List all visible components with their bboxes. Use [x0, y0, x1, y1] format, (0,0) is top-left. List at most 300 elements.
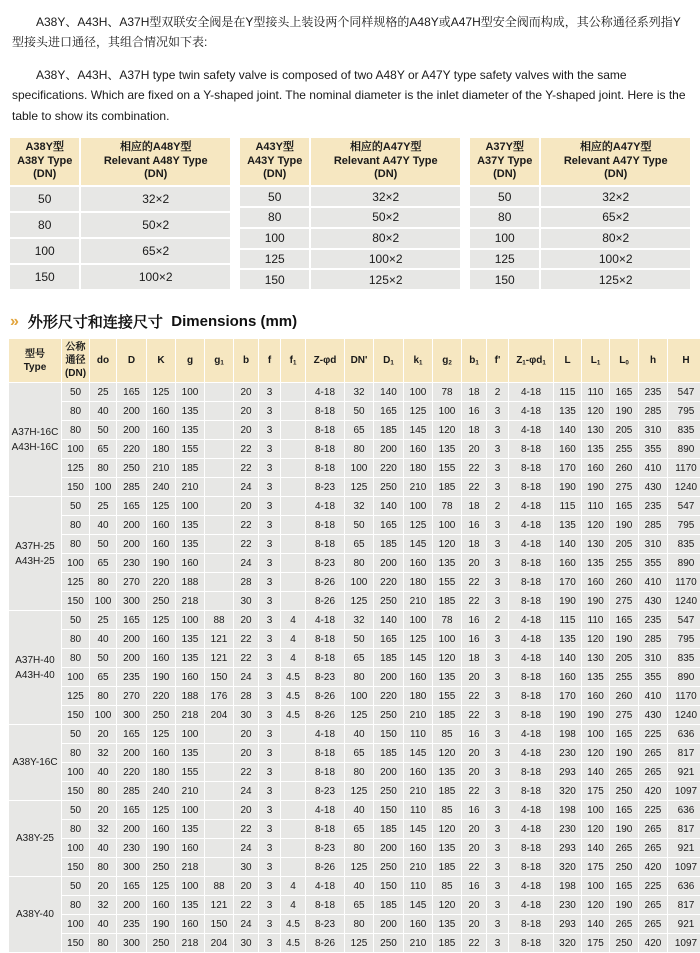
combo-data-row — [470, 208, 690, 227]
dim-data-row — [9, 421, 700, 439]
dim-header-cell: $b_1$ — [462, 339, 486, 382]
dim-cell: 88 — [205, 611, 233, 629]
dim-cell: 4-18 — [509, 725, 553, 743]
dim-cell: 921 — [668, 763, 700, 781]
dim-cell: 85 — [433, 801, 461, 819]
dim-cell — [205, 478, 233, 496]
dim-data-row — [9, 459, 700, 477]
dim-cell: 50 — [62, 725, 89, 743]
dim-cell: 115 — [554, 383, 581, 401]
dim-cell: 310 — [639, 649, 667, 667]
dim-data-row — [9, 877, 700, 895]
dim-cell — [281, 478, 305, 496]
dim-cell: 188 — [176, 687, 204, 705]
dim-cell: 1170 — [668, 687, 700, 705]
dim-cell: 285 — [117, 782, 146, 800]
dim-cell: 235 — [639, 497, 667, 515]
dim-cell: 835 — [668, 535, 700, 553]
dim-cell: 285 — [117, 478, 146, 496]
dim-cell: 250 — [117, 459, 146, 477]
dim-cell: 80 — [62, 516, 89, 534]
dim-cell: 50 — [90, 649, 116, 667]
dim-cell: 150 — [205, 668, 233, 686]
dim-data-row — [9, 839, 700, 857]
dim-cell: 275 — [610, 478, 638, 496]
dim-cell: 190 — [610, 896, 638, 914]
dim-data-row — [9, 763, 700, 781]
dim-cell: 22 — [462, 782, 486, 800]
dim-cell: 175 — [582, 934, 609, 952]
combo-dn-cell: 100 — [470, 229, 539, 248]
dim-cell: 165 — [374, 630, 403, 648]
dim-cell: 175 — [582, 782, 609, 800]
dim-cell: 3 — [487, 687, 508, 705]
dim-cell: 135 — [176, 421, 204, 439]
dim-cell: 24 — [234, 782, 258, 800]
dim-cell: 32 — [90, 896, 116, 914]
dim-cell: 165 — [610, 383, 638, 401]
dim-cell: 32 — [90, 820, 116, 838]
dim-cell: 100 — [582, 725, 609, 743]
dim-cell: 180 — [404, 573, 432, 591]
dim-cell: 135 — [433, 839, 461, 857]
dim-cell: 125 — [345, 782, 373, 800]
dim-cell: 135 — [176, 649, 204, 667]
dim-cell: 160 — [147, 649, 175, 667]
dim-cell: 121 — [205, 630, 233, 648]
dim-cell: 170 — [554, 687, 581, 705]
dim-cell: 8-18 — [509, 459, 553, 477]
dim-cell: 4-18 — [509, 535, 553, 553]
dim-cell: 355 — [639, 668, 667, 686]
dim-cell: 198 — [554, 877, 581, 895]
dim-cell: 32 — [90, 744, 116, 762]
dim-cell: 50 — [345, 402, 373, 420]
dim-cell: 16 — [462, 611, 486, 629]
dim-cell: 80 — [62, 896, 89, 914]
dim-cell: 165 — [610, 497, 638, 515]
combo-relevant-cell: 100×2 — [81, 265, 230, 289]
dim-cell: 3 — [487, 478, 508, 496]
dim-cell: 100 — [345, 573, 373, 591]
dim-cell: 8-23 — [306, 915, 344, 933]
dim-cell: 18 — [462, 535, 486, 553]
combo-dn-cell: 150 — [10, 265, 79, 289]
dim-cell: 8-23 — [306, 782, 344, 800]
dim-cell: 4-18 — [509, 421, 553, 439]
dim-cell: 18 — [462, 649, 486, 667]
dim-cell: 8-18 — [306, 440, 344, 458]
dim-cell: 3 — [259, 668, 280, 686]
dim-cell: 160 — [582, 687, 609, 705]
dim-cell: 40 — [90, 915, 116, 933]
dim-cell: 165 — [610, 611, 638, 629]
dim-cell: 30 — [234, 706, 258, 724]
dim-cell: 320 — [554, 934, 581, 952]
dim-cell: 636 — [668, 877, 700, 895]
dim-cell: 240 — [147, 782, 175, 800]
dim-cell: 3 — [487, 516, 508, 534]
dim-cell: 80 — [90, 782, 116, 800]
dim-cell: 20 — [234, 877, 258, 895]
dim-cell: 40 — [90, 839, 116, 857]
dim-cell: 3 — [487, 820, 508, 838]
dim-cell: 2 — [487, 383, 508, 401]
dim-cell: 120 — [582, 630, 609, 648]
dim-cell: 22 — [462, 706, 486, 724]
dim-cell: 4-18 — [509, 877, 553, 895]
dim-cell: 4-18 — [509, 516, 553, 534]
dim-cell: 20 — [90, 877, 116, 895]
dim-cell: 8-18 — [306, 820, 344, 838]
combo-header-row — [240, 138, 460, 185]
dim-cell: 205 — [610, 535, 638, 553]
dim-cell: 155 — [433, 459, 461, 477]
dim-cell: 135 — [176, 402, 204, 420]
dim-cell: 4 — [281, 877, 305, 895]
dim-cell: 320 — [554, 858, 581, 876]
dim-cell: 135 — [433, 763, 461, 781]
dim-cell: 255 — [610, 554, 638, 572]
dim-cell: 4.5 — [281, 706, 305, 724]
dim-cell: 250 — [610, 782, 638, 800]
dim-cell — [205, 801, 233, 819]
dim-cell: 155 — [433, 687, 461, 705]
dim-cell: 8-18 — [509, 839, 553, 857]
dim-cell: 4-18 — [306, 801, 344, 819]
dim-cell: 3 — [487, 763, 508, 781]
dim-cell — [205, 820, 233, 838]
dim-type-cell: A38Y-40 — [9, 877, 61, 952]
dim-cell: 65 — [90, 668, 116, 686]
dim-cell: 420 — [639, 858, 667, 876]
dim-cell: 125 — [404, 516, 432, 534]
dim-cell: 120 — [582, 896, 609, 914]
dim-cell: 3 — [259, 573, 280, 591]
dim-cell: 190 — [610, 744, 638, 762]
dim-cell: 3 — [487, 668, 508, 686]
dim-cell: 185 — [374, 649, 403, 667]
dim-cell: 210 — [404, 478, 432, 496]
combo-data-row — [240, 229, 460, 248]
dim-cell: 2 — [487, 611, 508, 629]
dim-cell: 220 — [147, 573, 175, 591]
dim-header-cell: $L_0$ — [610, 339, 638, 382]
dim-cell: 80 — [62, 630, 89, 648]
dim-cell: 185 — [433, 592, 461, 610]
dim-cell: 190 — [582, 592, 609, 610]
dim-cell: 410 — [639, 687, 667, 705]
dim-cell: 4-18 — [306, 383, 344, 401]
dim-cell: 255 — [610, 668, 638, 686]
dim-cell: 4-18 — [509, 820, 553, 838]
dim-cell: 890 — [668, 440, 700, 458]
dim-cell: 20 — [462, 839, 486, 857]
dim-cell: 24 — [234, 478, 258, 496]
dim-cell: 20 — [462, 744, 486, 762]
dim-cell: 230 — [117, 839, 146, 857]
dim-cell: 100 — [433, 516, 461, 534]
dim-cell: 150 — [62, 858, 89, 876]
dim-cell: 50 — [345, 630, 373, 648]
combo-relevant-cell: 100×2 — [311, 250, 460, 269]
dim-cell: 160 — [176, 554, 204, 572]
dim-cell: 40 — [345, 877, 373, 895]
dim-cell: 165 — [117, 725, 146, 743]
dim-cell: 410 — [639, 573, 667, 591]
dim-cell: 65 — [345, 421, 373, 439]
dim-cell: 110 — [404, 725, 432, 743]
dim-cell: 835 — [668, 421, 700, 439]
dim-cell: 8-26 — [306, 687, 344, 705]
dim-cell — [281, 782, 305, 800]
dim-cell: 270 — [117, 687, 146, 705]
dim-cell — [205, 858, 233, 876]
dim-cell: 225 — [639, 801, 667, 819]
dim-cell: 140 — [374, 497, 403, 515]
dim-cell: 293 — [554, 763, 581, 781]
dim-cell: 3 — [487, 554, 508, 572]
dim-cell: 22 — [234, 440, 258, 458]
dim-cell: 3 — [487, 573, 508, 591]
dim-cell: 890 — [668, 668, 700, 686]
dim-cell: 176 — [205, 687, 233, 705]
dim-cell: 25 — [90, 611, 116, 629]
dim-cell: 210 — [404, 592, 432, 610]
dim-cell: 3 — [487, 839, 508, 857]
dim-cell: 265 — [610, 839, 638, 857]
dim-cell: 160 — [404, 440, 432, 458]
dim-cell: 4 — [281, 630, 305, 648]
dim-cell: 921 — [668, 839, 700, 857]
dim-cell: 4 — [281, 611, 305, 629]
dim-cell: 155 — [176, 440, 204, 458]
dim-cell: 921 — [668, 915, 700, 933]
dim-cell: 3 — [259, 421, 280, 439]
dim-cell: 265 — [639, 763, 667, 781]
dim-cell: 20 — [462, 763, 486, 781]
dim-cell: 165 — [610, 801, 638, 819]
dim-cell: 50 — [62, 383, 89, 401]
dim-cell: 200 — [374, 839, 403, 857]
dim-cell: 125 — [147, 877, 175, 895]
dim-cell: 3 — [487, 858, 508, 876]
combo-col1-header: A43Y型 A43Y Type (DN) — [240, 138, 309, 185]
dim-cell: 40 — [345, 725, 373, 743]
dim-cell: 165 — [117, 877, 146, 895]
dim-cell: 235 — [117, 915, 146, 933]
dim-cell: 190 — [147, 839, 175, 857]
dim-cell: 200 — [117, 630, 146, 648]
dim-cell: 135 — [176, 744, 204, 762]
dim-cell — [281, 592, 305, 610]
intro-paragraph-en: A38Y、A43H、A37H type twin safety valve is composed of two A48Y or A47Y type safety valves with the same specifications. Which are fixed on a Y-shaped joint. The nominal diameter is the inlet diameter of the Y-shaped joint. Here is the table to show its combination. — [12, 67, 686, 123]
dim-cell: 40 — [90, 630, 116, 648]
dim-cell: 78 — [433, 611, 461, 629]
combo-relevant-cell: 80×2 — [311, 229, 460, 248]
dim-cell: 185 — [433, 934, 461, 952]
dim-cell: 125 — [147, 725, 175, 743]
dim-header-cell: do — [90, 339, 116, 382]
dim-cell: 310 — [639, 421, 667, 439]
dim-cell: 430 — [639, 706, 667, 724]
dim-cell: 188 — [176, 573, 204, 591]
dim-cell: 250 — [374, 934, 403, 952]
dim-cell: 135 — [176, 630, 204, 648]
combo-relevant-cell: 50×2 — [81, 213, 230, 237]
dim-cell: 817 — [668, 896, 700, 914]
dim-cell: 100 — [62, 440, 89, 458]
dim-cell: 150 — [62, 782, 89, 800]
dim-cell: 8-18 — [509, 763, 553, 781]
dim-cell: 220 — [147, 687, 175, 705]
dim-cell: 22 — [462, 934, 486, 952]
dim-cell: 165 — [117, 383, 146, 401]
dim-header-cell: $g_2$ — [433, 339, 461, 382]
combo-relevant-cell: 32×2 — [541, 187, 690, 206]
dim-cell: 125 — [62, 573, 89, 591]
dim-cell: 125 — [345, 478, 373, 496]
dim-cell: 300 — [117, 706, 146, 724]
dim-cell: 265 — [610, 915, 638, 933]
dim-cell: 4-18 — [509, 497, 553, 515]
dim-data-row — [9, 782, 700, 800]
section-title-zh: 外形尺寸和连接尺寸 — [27, 314, 163, 332]
combo-dn-cell: 125 — [240, 250, 309, 269]
dim-cell: 100 — [404, 611, 432, 629]
dim-cell: 20 — [462, 820, 486, 838]
dim-type-cell: A37H-16C A43H-16C — [9, 383, 61, 496]
dim-cell: 4-18 — [306, 497, 344, 515]
dim-cell: 200 — [374, 554, 403, 572]
dim-cell — [281, 763, 305, 781]
combo-dn-cell: 150 — [470, 270, 539, 289]
dim-cell: 22 — [234, 516, 258, 534]
dim-cell: 130 — [582, 421, 609, 439]
dim-cell: 3 — [259, 934, 280, 952]
dim-cell — [281, 820, 305, 838]
dim-cell: 200 — [117, 516, 146, 534]
combo-dn-cell: 150 — [240, 270, 309, 289]
dim-cell — [281, 744, 305, 762]
combo-dn-cell: 50 — [240, 187, 309, 206]
dimensions-table — [8, 338, 700, 953]
dim-cell: 165 — [117, 801, 146, 819]
dim-cell: 3 — [259, 687, 280, 705]
dim-cell: 165 — [610, 877, 638, 895]
dim-cell: 430 — [639, 592, 667, 610]
dim-cell: 200 — [374, 440, 403, 458]
dim-cell: 125 — [147, 383, 175, 401]
dim-cell: 160 — [147, 421, 175, 439]
intro-paragraph-zh: A38Y、A43H、A37H型双联安全阀是在Y型接头上装设两个同样规格的A48Y或A47H型安全阀而构成，其公称通径系列指Y型接头进口通径，其组合情况如下表: — [12, 15, 681, 50]
dim-cell — [205, 554, 233, 572]
dim-cell: 88 — [205, 877, 233, 895]
dim-header-row — [9, 339, 700, 382]
dim-cell: 150 — [62, 934, 89, 952]
dim-cell: 160 — [554, 554, 581, 572]
combo-relevant-cell: 65×2 — [81, 239, 230, 263]
dim-cell: 100 — [404, 383, 432, 401]
dim-cell: 78 — [433, 383, 461, 401]
dim-cell: 65 — [345, 896, 373, 914]
dim-cell: 200 — [117, 421, 146, 439]
dim-cell: 120 — [433, 421, 461, 439]
dim-cell: 160 — [404, 763, 432, 781]
dim-cell: 3 — [487, 649, 508, 667]
dim-cell — [281, 535, 305, 553]
dim-cell: 50 — [62, 497, 89, 515]
dim-cell: 16 — [462, 877, 486, 895]
combo-relevant-cell: 125×2 — [541, 270, 690, 289]
dim-header-cell: $f_1$ — [281, 339, 305, 382]
dim-cell: 80 — [62, 421, 89, 439]
combo-data-row — [240, 187, 460, 206]
dim-cell: 210 — [147, 459, 175, 477]
dim-cell: 4-18 — [509, 896, 553, 914]
dim-cell: 200 — [117, 896, 146, 914]
dim-cell: 125 — [404, 630, 432, 648]
dim-cell: 22 — [462, 459, 486, 477]
dim-header-cell: $L_1$ — [582, 339, 609, 382]
dim-cell: 165 — [374, 516, 403, 534]
combo-dn-cell: 100 — [240, 229, 309, 248]
dim-cell — [281, 440, 305, 458]
dim-cell: 165 — [117, 497, 146, 515]
combo-data-row — [10, 213, 230, 237]
dim-cell: 18 — [462, 421, 486, 439]
dim-cell: 135 — [433, 668, 461, 686]
dim-cell: 65 — [345, 649, 373, 667]
dim-header-cell: b — [234, 339, 258, 382]
dim-cell: 20 — [462, 896, 486, 914]
dim-cell: 260 — [610, 687, 638, 705]
dim-cell: 1097 — [668, 934, 700, 952]
dim-cell: 40 — [90, 516, 116, 534]
dim-cell: 210 — [176, 782, 204, 800]
dim-cell: 190 — [147, 915, 175, 933]
dim-cell: 250 — [147, 934, 175, 952]
dim-cell: 198 — [554, 801, 581, 819]
combo-table-2 — [238, 136, 462, 291]
dim-data-row — [9, 668, 700, 686]
dim-cell: 160 — [147, 896, 175, 914]
dim-cell: 8-18 — [306, 459, 344, 477]
dim-cell: 100 — [90, 706, 116, 724]
dim-cell: 225 — [639, 725, 667, 743]
dim-cell: 3 — [259, 478, 280, 496]
dim-cell: 16 — [462, 516, 486, 534]
dim-cell: 160 — [404, 915, 432, 933]
dim-cell: 100 — [176, 877, 204, 895]
dim-cell: 190 — [147, 668, 175, 686]
dim-cell: 3 — [259, 782, 280, 800]
dim-cell: 110 — [582, 383, 609, 401]
dim-cell: 3 — [487, 801, 508, 819]
dim-cell: 160 — [147, 402, 175, 420]
dim-cell: 40 — [90, 402, 116, 420]
dim-data-row — [9, 554, 700, 572]
dim-cell: 20 — [234, 383, 258, 401]
dim-cell: 135 — [176, 820, 204, 838]
combo-dn-cell: 50 — [10, 187, 79, 211]
combo-table-1 — [8, 136, 232, 291]
dim-cell: 4.5 — [281, 915, 305, 933]
dim-cell: 260 — [610, 459, 638, 477]
dim-cell: 135 — [433, 915, 461, 933]
dim-cell: 40 — [345, 801, 373, 819]
combo-dn-cell: 80 — [10, 213, 79, 237]
